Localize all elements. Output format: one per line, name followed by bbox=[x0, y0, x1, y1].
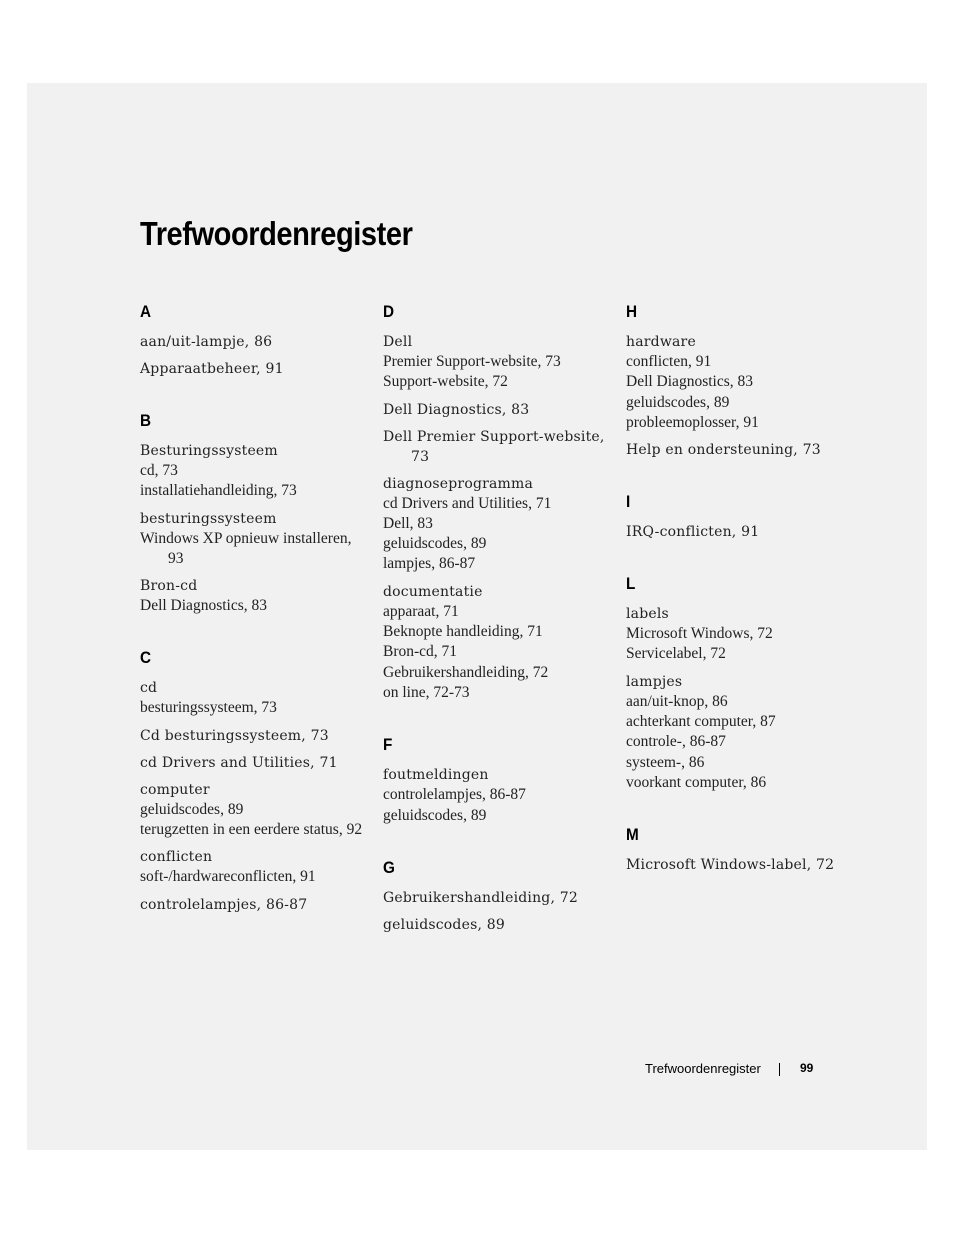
index-term: foutmeldingen bbox=[383, 767, 489, 784]
index-subentry: besturingssysteem, 73 bbox=[140, 699, 277, 717]
index-entry bbox=[140, 441, 370, 502]
index-subentry: cd Drivers and Utilities, 71 bbox=[383, 494, 552, 512]
index-subentry: installatiehandleiding, 73 bbox=[140, 482, 297, 500]
index-term: Microsoft Windows-label, 72 bbox=[626, 857, 835, 874]
index-entry bbox=[383, 888, 613, 908]
index-subentry: cd, 73 bbox=[140, 462, 178, 479]
index-entry bbox=[383, 474, 613, 575]
index-subentry: geluidscodes, 89 bbox=[383, 806, 487, 824]
index-subentry: controle-, 86-87 bbox=[626, 733, 726, 751]
index-entry bbox=[383, 582, 613, 703]
section-letter: H bbox=[626, 302, 638, 321]
section-letter: A bbox=[140, 302, 152, 321]
index-page bbox=[27, 83, 927, 1150]
index-column-2 bbox=[383, 302, 613, 967]
index-entry bbox=[140, 726, 370, 746]
index-subentry: Premier Support-website, 73 bbox=[383, 353, 561, 370]
index-entry bbox=[626, 332, 856, 433]
index-column-3 bbox=[626, 302, 856, 907]
index-entry bbox=[383, 427, 613, 467]
index-term: computer bbox=[140, 781, 210, 798]
index-entry bbox=[626, 855, 856, 875]
index-subentry: Dell Diagnostics, 83 bbox=[140, 597, 267, 615]
index-entry bbox=[140, 576, 370, 616]
index-section bbox=[626, 574, 856, 793]
index-section bbox=[626, 492, 856, 542]
footer-divider bbox=[779, 1063, 780, 1076]
index-subentry: systeem-, 86 bbox=[626, 753, 705, 771]
index-term: labels bbox=[626, 606, 669, 623]
section-letter: D bbox=[383, 302, 395, 321]
index-subentry: on line, 72-73 bbox=[383, 683, 470, 701]
index-subentry: Bron-cd, 71 bbox=[383, 643, 458, 661]
index-section bbox=[626, 825, 856, 875]
index-entry bbox=[140, 753, 370, 773]
index-subentry: Dell, 83 bbox=[383, 514, 433, 532]
index-entry bbox=[626, 672, 856, 793]
index-section bbox=[626, 302, 856, 460]
index-term: Cd besturingssysteem, 73 bbox=[140, 727, 329, 744]
index-subentry: Gebruikershandleiding, 72 bbox=[383, 663, 549, 681]
index-term: Help en ondersteuning, 73 bbox=[626, 442, 821, 459]
page-title: Trefwoordenregister bbox=[140, 215, 413, 252]
index-section bbox=[140, 648, 370, 914]
index-term: hardware bbox=[626, 334, 696, 350]
index-term: IRQ-conflicten, 91 bbox=[626, 524, 760, 541]
index-subentry: voorkant computer, 86 bbox=[626, 773, 767, 791]
index-section bbox=[140, 302, 370, 379]
index-term: besturingssysteem bbox=[140, 510, 277, 527]
section-letter: L bbox=[626, 574, 636, 594]
footer-section-label: Trefwoordenregister bbox=[645, 1061, 761, 1076]
index-entry bbox=[626, 440, 856, 460]
section-letter: C bbox=[140, 648, 152, 668]
index-section bbox=[383, 858, 613, 935]
index-subentry: Dell Diagnostics, 83 bbox=[626, 373, 753, 391]
index-section bbox=[383, 735, 613, 826]
index-term: cd Drivers and Utilities, 71 bbox=[140, 754, 338, 771]
index-term: documentatie bbox=[383, 583, 483, 600]
index-term: Dell bbox=[383, 334, 413, 350]
index-subentry: geluidscodes, 89 bbox=[140, 800, 244, 818]
index-subentry: aan/uit-knop, 86 bbox=[626, 692, 728, 710]
index-section bbox=[383, 302, 613, 703]
index-subentry: geluidscodes, 89 bbox=[383, 535, 487, 553]
section-letter: I bbox=[626, 492, 631, 512]
index-entry bbox=[140, 780, 370, 841]
index-term: Apparaatbeheer, 91 bbox=[140, 361, 284, 377]
index-entry bbox=[140, 332, 370, 352]
index-entry bbox=[383, 915, 613, 935]
index-subentry: Microsoft Windows, 72 bbox=[626, 625, 773, 643]
index-term: lampjes bbox=[626, 673, 683, 690]
index-subentry: terugzetten in een eerdere status, 92 bbox=[140, 821, 363, 839]
index-term: Gebruikershandleiding, 72 bbox=[383, 889, 578, 906]
index-term: diagnoseprogramma bbox=[383, 475, 534, 492]
index-term: controlelampjes, 86-87 bbox=[140, 896, 308, 913]
index-term: geluidscodes, 89 bbox=[383, 916, 505, 933]
index-entry bbox=[140, 509, 370, 570]
index-term: Bron-cd bbox=[140, 578, 198, 595]
index-entry bbox=[140, 847, 370, 887]
index-subentry: apparaat, 71 bbox=[383, 602, 459, 620]
index-entry bbox=[140, 678, 370, 718]
index-column-1 bbox=[140, 302, 370, 947]
index-subentry: Windows XP opnieuw installeren, 93 bbox=[140, 529, 352, 567]
section-letter: M bbox=[626, 825, 639, 845]
index-subentry: controlelampjes, 86-87 bbox=[383, 786, 526, 804]
index-subentry: conflicten, 91 bbox=[626, 353, 712, 370]
index-subentry: Support-website, 72 bbox=[383, 373, 508, 391]
index-subentry: geluidscodes, 89 bbox=[626, 393, 730, 411]
index-entry bbox=[383, 400, 613, 420]
index-term: Besturingssysteem bbox=[140, 443, 278, 459]
index-section bbox=[140, 411, 370, 616]
index-term: aan/uit-lampje, 86 bbox=[140, 334, 273, 350]
index-term: cd bbox=[140, 680, 158, 697]
index-entry bbox=[383, 332, 613, 393]
index-term: Dell Diagnostics, 83 bbox=[383, 401, 530, 418]
index-entry bbox=[140, 895, 370, 915]
page-number: 99 bbox=[800, 1061, 814, 1075]
index-subentry: soft-/hardwareconflicten, 91 bbox=[140, 868, 316, 886]
section-letter: B bbox=[140, 411, 152, 430]
index-subentry: probleemoplosser, 91 bbox=[626, 413, 759, 431]
index-entry bbox=[383, 765, 613, 826]
section-letter: F bbox=[383, 735, 393, 755]
index-entry bbox=[140, 359, 370, 379]
index-subentry: Servicelabel, 72 bbox=[626, 645, 726, 663]
index-entry bbox=[626, 604, 856, 665]
section-letter: G bbox=[383, 857, 395, 877]
index-subentry: lampjes, 86-87 bbox=[383, 555, 476, 573]
index-subentry: Beknopte handleiding, 71 bbox=[383, 623, 543, 641]
index-term: Dell Premier Support-website, 73 bbox=[383, 428, 605, 465]
index-entry bbox=[626, 522, 856, 542]
index-subentry: achterkant computer, 87 bbox=[626, 713, 776, 731]
index-term: conflicten bbox=[140, 849, 213, 866]
